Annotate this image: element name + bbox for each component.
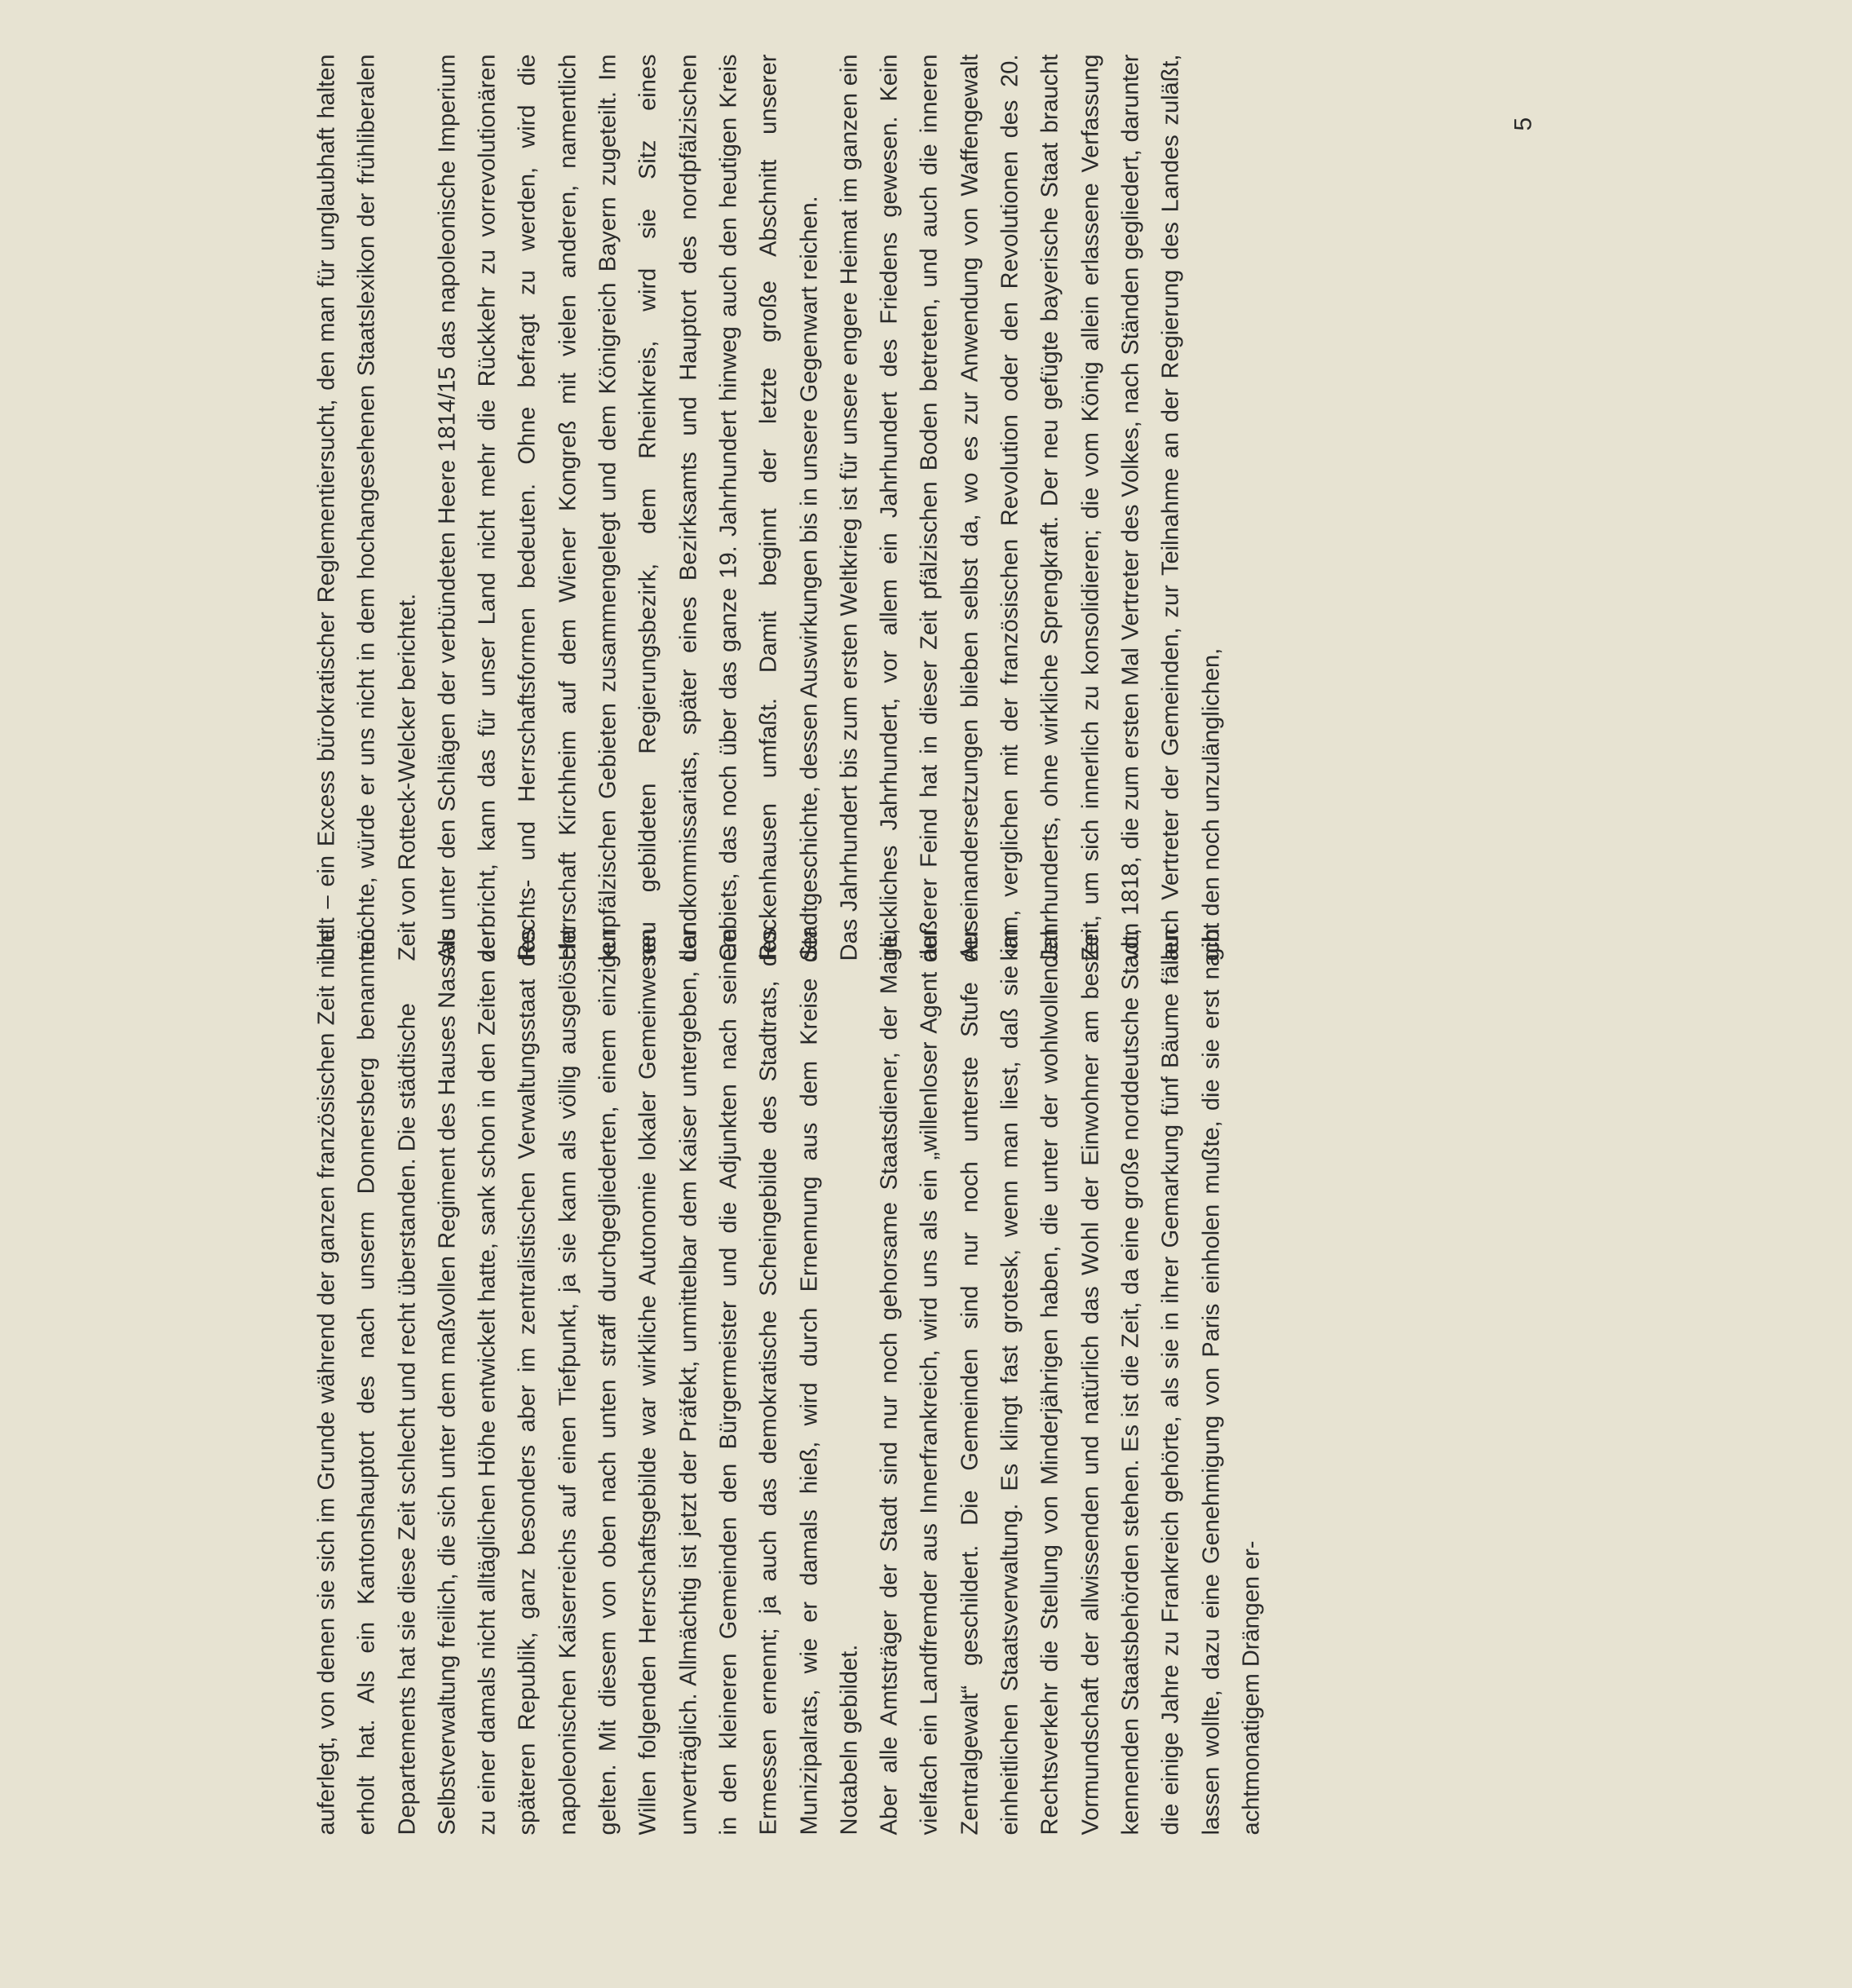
paragraph: Als unter den Schlägen der verbündeten Heere 1814/15 das napoleonische Imperium zerbricht, kann das für unser Land nicht mehr die Rückkehr zu vorrevolutionären Rechts- und Herrschaftsformen bedeuten. Ohne befragt zu werden, wird die Herrschaft Kirchheim auf dem Wiener Kongreß mit vielen anderen, namentlich kurpfälzischen Gebieten zusammengelegt und dem Königreich Bayern zugeteilt. Im neu gebildeten Regierungsbezirk, dem Rheinkreis, wird sie Sitz eines Landkommissariats, später eines Bezirksamts und Hauptort des nordpfälzischen Gebiets, das noch über das ganze 19. Jahrhundert hinweg auch den heutigen Kreis Rockenhausen umfaßt. Damit beginnt der letzte große Abschnitt unserer Stadtgeschichte, dessen Auswirkungen bis in unsere Gegenwart reichen. <box>433 54 822 961</box>
paragraph: Das Jahrhundert bis zum ersten Weltkrieg ist für unsere engere Heimat im ganzen ein glückliches Jahrhundert, vor allem ein Jahrhundert des Friedens gewesen. Kein äußerer Feind hat in dieser Zeit pfälzischen Boden betreten, und auch die inneren Auseinandersetzungen blieben selbst da, wo es zur Anwendung von Waffengewalt kam, verglichen mit der französischen Revolution oder den Revolutionen des 20. Jahrhunderts, ohne wirkliche Sprengkraft. Der neu gefügte bayerische Staat braucht Zeit, um sich innerlich zu konsolidieren; die vom König allein erlassene Verfassung von 1818, die zum ersten Mal Vertreter des Volkes, nach Ständen gegliedert, darunter auch Vertreter der Gemeinden, zur Teilnahme an der Regierung des Landes zuläßt, gibt den noch unzulänglichen, <box>835 54 1224 961</box>
paragraph: Aber alle Amtsträger der Stadt sind nur noch gehorsame Staatsdiener, der Maire, vielfach ein Landfremder aus Innerfrankreich, wird uns als ein „willenloser Agent der Zentralgewalt“ geschildert. Die Gemeinden sind nur noch unterste Stufe der einheitlichen Staatsverwaltung. Es klingt fast grotesk, wenn man liest, daß sie im Rechtsverkehr die Stellung von Minderjährigen haben, die unter der wohlwollenden Vormundschaft der allwissenden und natürlich das Wohl der Einwohner am besten kennenden Staatsbehörden stehen. Es ist die Zeit, da eine große norddeutsche Stadt, die einige Jahre zu Frankreich gehörte, als sie in ihrer Gemarkung fünf Bäume fällen lassen wollte, dazu eine Genehmigung von Paris einholen mußte, die sie erst nach achtmonatigem Drängen er- <box>876 928 1264 1835</box>
paragraph: Selbstverwaltung freilich, die sich unter dem maßvollen Regiment des Hauses Nassau zu einer damals nicht alltäglichen Höhe entwickelt hatte, sank schon in den Zeiten der späteren Republik, ganz besonders aber im zentralistischen Verwaltungsstaat des napoleonischen Kaiserreichs auf einen Tiefpunkt, ja sie kann als völlig ausgelöscht gelten. Mit diesem von oben nach unten straff durchgegliederten, einem einzigen Willen folgenden Herrschaftsgebilde war wirkliche Autonomie lokaler Gemeinwesen unverträglich. Allmächtig ist jetzt der Präfekt, unmittelbar dem Kaiser untergeben, der in den kleineren Gemeinden den Bürgermeister und die Adjunkten nach seinem Ermessen ernennt; ja auch das demokratische Scheingebilde des Stadtrats, des Munizipalrats, wie er damals hieß, wird durch Ernennung aus dem Kreise der Notabeln gebildet. <box>433 928 862 1835</box>
page-number: 5 <box>1509 117 1536 130</box>
paragraph: hielt – ein Excess bürokratischer Reglementiersucht, den man für unglaubhaft halten möchte, würde er uns nicht in dem hochangesehenen Staatslexikon der frühliberalen Zeit von Rotteck-Welcker berichtet. <box>313 54 420 961</box>
paragraph: auferlegt, von denen sie sich im Grunde während der ganzen französischen Zeit nicht erholt hat. Als ein Kantonshauptort des nach unserm Donnersberg benannten Departements hat sie diese Zeit schlecht und recht überstanden. Die städtische <box>313 928 420 1835</box>
right-text-column <box>307 54 1231 961</box>
left-text-column <box>307 928 1271 1835</box>
